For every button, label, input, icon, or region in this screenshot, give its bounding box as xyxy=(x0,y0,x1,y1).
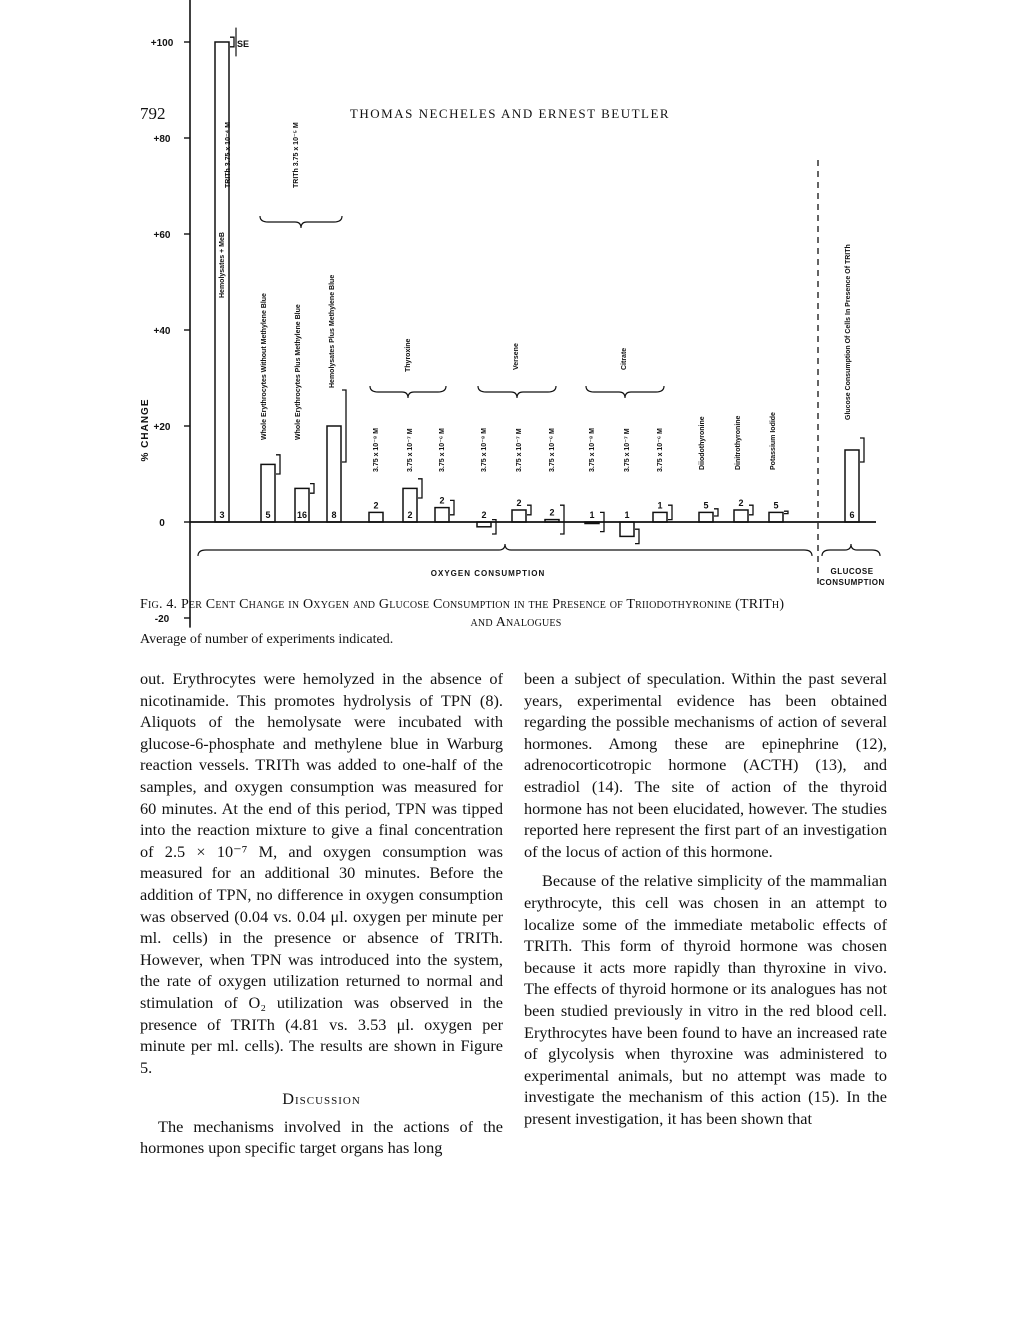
se-bracket-6 xyxy=(450,500,454,514)
se-bracket-2 xyxy=(310,484,314,494)
se-bracket-13 xyxy=(714,509,718,516)
bar-n-label-4: 2 xyxy=(373,500,379,511)
condition-trith-4m: TRITh 3.75 x 10⁻⁴ M xyxy=(225,122,232,188)
se-bracket-12 xyxy=(668,505,672,519)
running-head: THOMAS NECHELES AND ERNEST BEUTLER xyxy=(349,106,671,121)
bar-n-label-10: 1 xyxy=(589,510,595,520)
bar-n-label-7: 2 xyxy=(481,510,487,520)
bar-n-label-1: 5 xyxy=(265,510,271,520)
condition-7: 3.75 x 10⁻⁷ M xyxy=(624,428,631,472)
bar-9 xyxy=(545,520,559,522)
bar-n-label-5: 2 xyxy=(407,510,413,520)
y-tick-label-0: +100 xyxy=(150,38,174,49)
y-tick-label-2: +60 xyxy=(153,230,171,241)
discussion-paragraph: The mechanisms involved in the actions of the hormones upon specific target organs has long xyxy=(140,1116,503,1158)
brace-versene xyxy=(478,386,556,398)
condition-trith-5m: TRITh 3.75 x 10⁻⁵ M xyxy=(293,122,300,188)
category-label-7: Diiodothyronine xyxy=(699,416,706,470)
y-tick-label-5: 0 xyxy=(159,518,165,529)
bar-13 xyxy=(699,512,713,522)
bar-4 xyxy=(369,512,383,522)
y-tick-label-3: +40 xyxy=(153,326,171,337)
caption-note: Average of number of experiments indicated. xyxy=(140,632,394,647)
se-bracket-14 xyxy=(749,505,753,515)
right-paragraph-2: Because of the relative simplicity of the mammalian erythrocyte, this cell was chosen in an attempt to localize some of the immediate metabolic effects of TRITh. This form of thyroid hormone was chosen because it acts more rapidly than thyroxine in vivo. The effects of thyroid hormone or its analogues has not been studied previously in vitro in the red blood cell. Erythrocytes have been found to have an increased rate of glycolysis when thyroxine was administered to experimental animals, but no attempt was made to investigate the mechanism of this action (15). In the present investigation, it has been shown that xyxy=(524,871,887,1128)
right-column xyxy=(524,668,887,1129)
bar-n-label-13: 5 xyxy=(703,500,709,511)
bar-11 xyxy=(620,522,634,536)
condition-3: 3.75 x 10⁻⁸ M xyxy=(481,428,488,472)
bars-layer xyxy=(215,37,864,543)
condition-2: 3.75 x 10⁻⁶ M xyxy=(439,428,446,472)
brace-oxygen xyxy=(198,544,812,556)
bar-n-label-11: 1 xyxy=(624,510,630,520)
axis-layer xyxy=(140,0,876,628)
bar-n-label-3: 8 xyxy=(331,510,337,520)
category-label-1: Whole Erythrocytes Without Methylene Blue xyxy=(261,293,268,440)
bar-n-label-6: 2 xyxy=(439,495,445,506)
se-bracket-9 xyxy=(560,505,564,534)
category-label-6: Citrate xyxy=(621,347,628,370)
labels-layer xyxy=(198,28,885,587)
category-label-9: Potassium Iodide xyxy=(770,412,777,470)
bar-n-label-9: 2 xyxy=(549,507,555,518)
condition-1: 3.75 x 10⁻⁷ M xyxy=(407,428,414,472)
bar-3 xyxy=(327,426,341,522)
category-label-8: Dinitrothyronine xyxy=(735,415,742,470)
group-label-oxygen: OXYGEN CONSUMPTION xyxy=(430,569,546,578)
se-annotation: SE xyxy=(236,38,250,49)
bar-n-label-0: 3 xyxy=(219,510,225,520)
figure-caption xyxy=(140,596,892,632)
se-bracket-5 xyxy=(418,479,422,498)
caption-line-1: Fig. 4. Per Cent Change in Oxygen and Glucose Consumption in the Presence of Triiodothyronine (TRITh) xyxy=(140,597,785,612)
discussion-heading: Discussion xyxy=(282,1089,361,1109)
category-label-4: Thyroxine xyxy=(405,338,412,372)
y-tick-label-6: -20 xyxy=(154,614,170,625)
bar-n-label-14: 2 xyxy=(738,498,744,508)
se-bracket-3 xyxy=(342,390,346,462)
category-label-0: Hemolysates + MeB xyxy=(219,232,226,298)
condition-0: 3.75 x 10⁻⁸ M xyxy=(373,428,380,472)
group-label-glucose-2: CONSUMPTION xyxy=(819,578,885,587)
category-label-2: Whole Erythrocytes Plus Methylene Blue xyxy=(295,304,302,440)
bar-15 xyxy=(769,512,783,522)
y-tick-label-4: +20 xyxy=(153,422,171,433)
se-bracket-1 xyxy=(276,455,280,474)
bar-10 xyxy=(585,522,599,524)
se-bracket-15 xyxy=(784,511,788,513)
se-bracket-11 xyxy=(635,529,639,543)
bar-n-label-15: 5 xyxy=(773,500,779,511)
y-tick-label-1: +80 xyxy=(153,134,171,145)
bar-n-label-2: 16 xyxy=(296,510,308,520)
bar-n-label-16: 6 xyxy=(849,510,855,520)
bar-n-label-12: 1 xyxy=(657,500,663,511)
brace-methylene-blue xyxy=(260,216,342,228)
page-number: 792 xyxy=(140,104,166,123)
condition-6: 3.75 x 10⁻⁸ M xyxy=(589,428,596,472)
condition-8: 3.75 x 10⁻⁶ M xyxy=(657,428,664,472)
y-axis-label: % CHANGE xyxy=(140,398,151,462)
brace-citrate xyxy=(586,386,664,398)
se-bracket-16 xyxy=(860,438,864,462)
bar-n-label-8: 2 xyxy=(516,498,522,508)
category-label-5: Versene xyxy=(513,343,520,370)
bar-6 xyxy=(435,508,449,522)
group-label-glucose-1: GLUCOSE xyxy=(830,567,874,576)
bar-7 xyxy=(477,522,491,527)
se-bracket-8 xyxy=(527,505,531,515)
se-bracket-0 xyxy=(230,37,234,47)
condition-5: 3.75 x 10⁻⁶ M xyxy=(549,428,556,472)
bar-8 xyxy=(512,510,526,522)
condition-4: 3.75 x 10⁻⁷ M xyxy=(516,428,523,472)
caption-line-2: and Analogues xyxy=(470,615,562,630)
bar-14 xyxy=(734,510,748,522)
bar-12 xyxy=(653,512,667,522)
brace-thyroxine xyxy=(370,386,446,398)
left-column xyxy=(140,668,503,1159)
category-label-10: Glucose Consumption Of Cells In Presence Of TRITh xyxy=(845,244,852,420)
category-label-3: Hemolysates Plus Methylene Blue xyxy=(329,274,336,388)
left-paragraph-1: out. Erythrocytes were hemolyzed in the absence of nicotinamide. This promotes hydrolysis of TPN (8). Aliquots of the hemolysate were incubated with glucose-6-phosphate and methylene blue in Warburg reaction vessels. TRITh was added to one-half of the samples, and oxygen consumption was measured for 60 minutes. At the end of this period, TPN was tipped into the reaction mixture to give a final concentration of 2.5 × 10⁻⁷ M, and oxygen consumption was measured for an additional 30 minutes. Before the addition of TPN, no difference in oxygen consumption was observed (0.04 vs. 0.04 μl. oxygen per minute per ml. cells) in the presence or absence of TRITh. However, when TPN was introduced into the system, the rate of oxygen utilization returned to normal and stimulation of O₂ utilization was observed in the presence of TRITh (4.81 vs. 3.53 μl. oxygen per minute per ml. cells). The results are shown in Figure 5. xyxy=(140,669,503,1077)
right-paragraph-1: been a subject of speculation. Within the past several years, experimental evidence has been obtained regarding the possible mechanisms of action of several hormones. Among these are epinephrine (12), adrenocorticotropic hormone (ACTH) (13), and estradiol (14). The site of action of the thyroid hormone has not been elucidated, however. The studies reported here represent the first part of an investigation of the locus of action of this hormone. xyxy=(524,669,887,861)
brace-glucose xyxy=(822,544,880,556)
